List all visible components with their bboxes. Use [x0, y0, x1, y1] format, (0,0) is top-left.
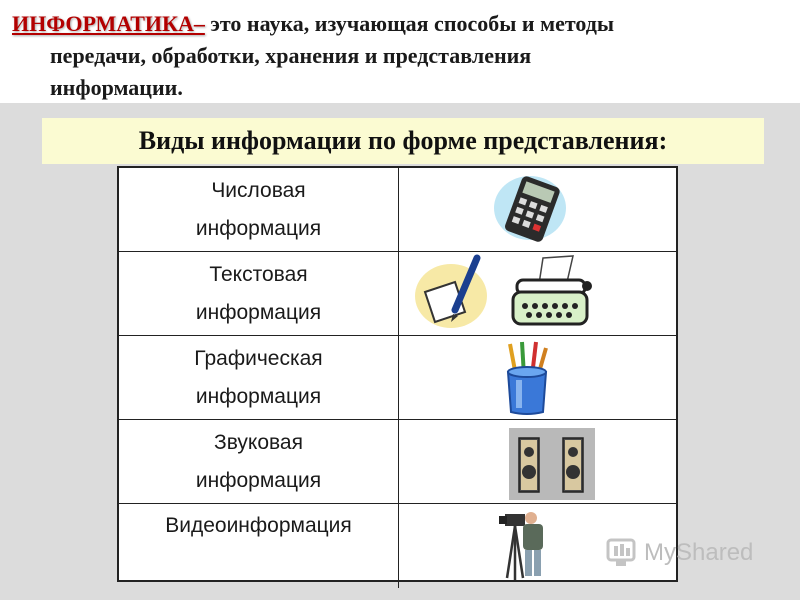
row-icon-cell	[399, 420, 676, 503]
definition-line2: передачи, обработки, хранения и представления	[50, 43, 532, 68]
watermark-text: MyShared	[644, 539, 754, 566]
pencil-cup-icon	[502, 340, 552, 416]
table-row	[119, 252, 676, 336]
row-label	[119, 420, 399, 503]
row-label	[119, 252, 399, 335]
table-row	[119, 504, 676, 588]
row-icon-cell	[399, 252, 676, 335]
definition-area	[0, 0, 800, 103]
table-row	[119, 168, 676, 252]
definition-line1: это наука, изучающая способы и методы	[210, 11, 615, 36]
calculator-icon	[492, 172, 572, 248]
row-label-line1: Числовая	[211, 179, 306, 202]
row-label	[119, 336, 399, 419]
row-label-line1: Графическая	[194, 347, 323, 370]
row-label-line2: информация	[195, 301, 322, 324]
row-label-line1: Текстовая	[209, 263, 308, 286]
speakers-icon	[509, 428, 595, 500]
row-label-line2: информация	[195, 469, 322, 492]
cameraman-icon	[499, 508, 549, 582]
row-label	[119, 168, 399, 251]
definition-term: ИНФОРМАТИКА–	[12, 11, 205, 36]
row-label-line1: Звуковая	[214, 431, 303, 454]
myshared-logo-icon	[606, 538, 640, 568]
row-label-line2: информация	[195, 217, 322, 240]
info-types-table	[117, 166, 678, 582]
table-row	[119, 336, 676, 420]
pen-paper-icon	[411, 252, 491, 332]
row-label	[119, 504, 399, 588]
row-label-line2: информация	[195, 385, 322, 408]
row-icon-cell	[399, 336, 676, 419]
section-title: Виды информации по форме представления:	[42, 118, 764, 164]
table-row	[119, 420, 676, 504]
watermark	[606, 536, 753, 570]
definition-text	[12, 8, 788, 104]
definition-line3: информации.	[50, 75, 183, 100]
row-icon-cell	[399, 168, 676, 251]
row-label-line1: Видеоинформация	[165, 514, 352, 537]
typewriter-icon	[507, 254, 593, 334]
